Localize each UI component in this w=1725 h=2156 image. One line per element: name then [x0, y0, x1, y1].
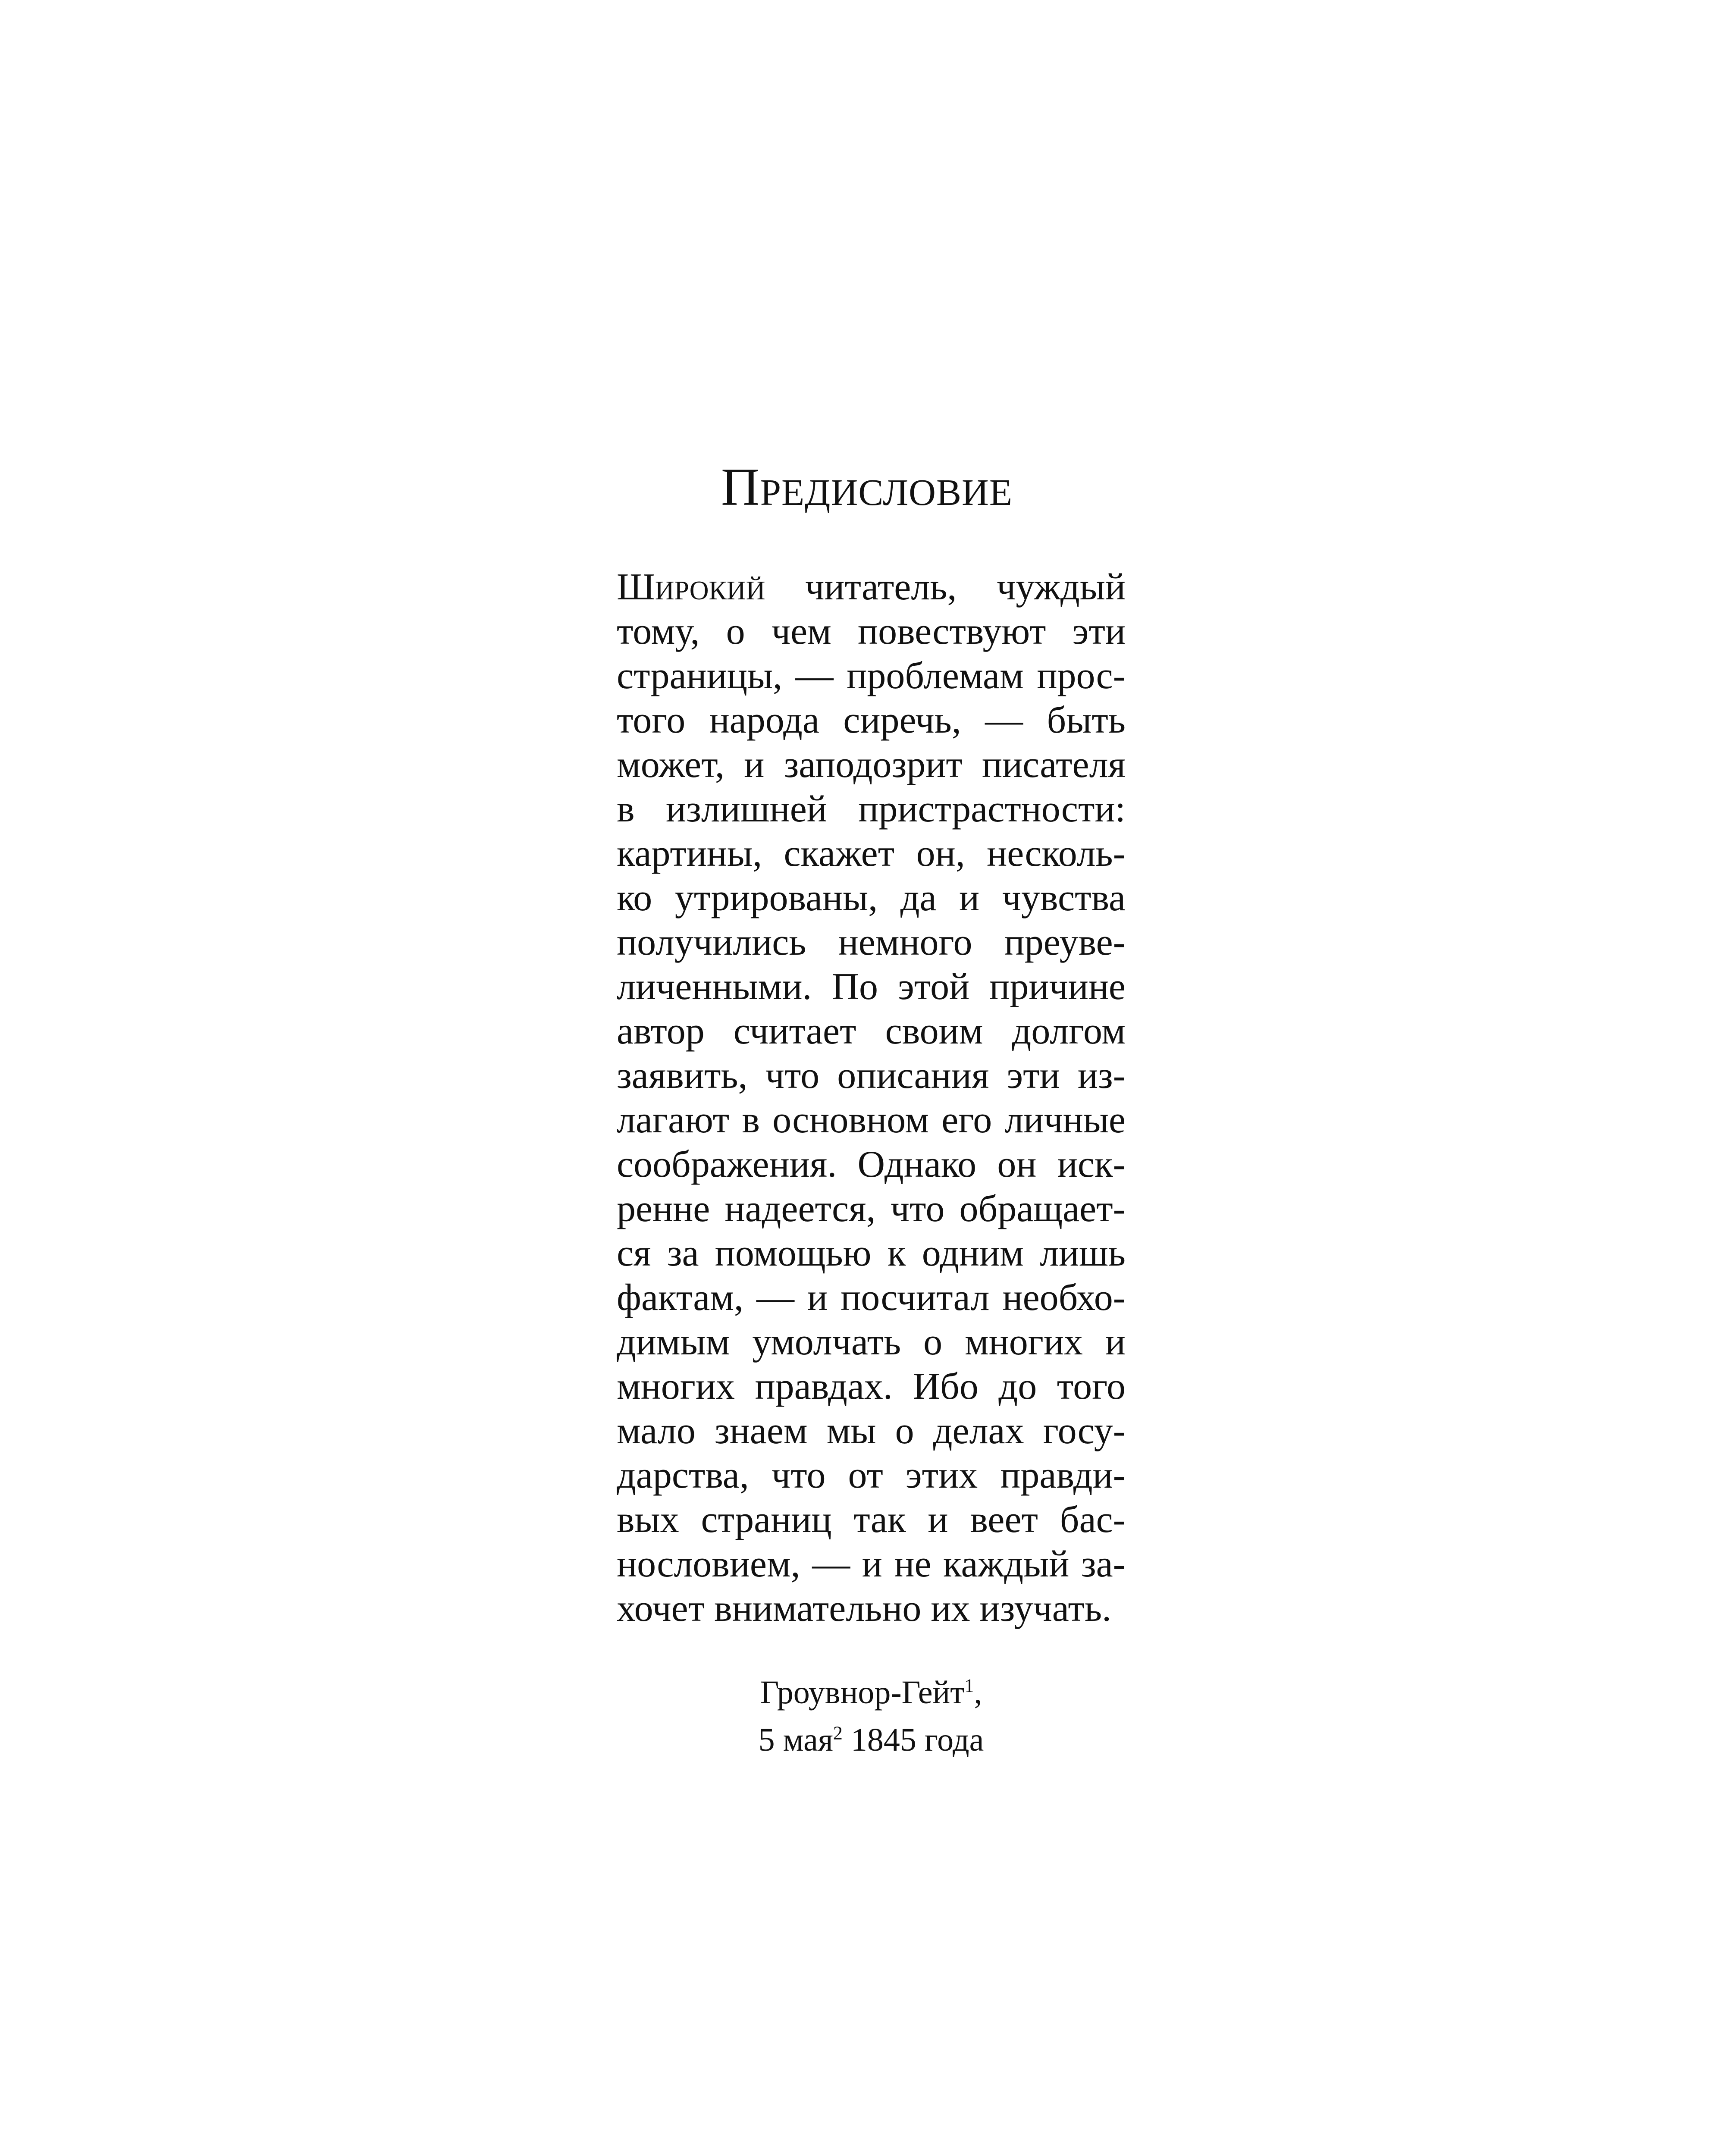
text-line: ко утрированы, да и чувства [617, 877, 1126, 919]
text-line: личенными. По этой причине [617, 966, 1126, 1008]
text-line: хочет внимательно их изучать. [617, 1588, 1112, 1630]
text-line: димым умолчать о многих и [617, 1321, 1126, 1363]
text-line: многих правдах. Ибо до того [617, 1366, 1126, 1407]
first-word: Широкий [617, 566, 765, 608]
place-name: Гроувнор-Гейт [760, 1674, 965, 1711]
text-line: автор считает своим долгом [617, 1010, 1126, 1052]
date-year: 1845 года [842, 1722, 984, 1758]
text-line: в излишней пристрастности: [617, 788, 1126, 830]
footnote-marker: 1 [964, 1675, 974, 1696]
preface-paragraph [617, 565, 1126, 1631]
date-day: 5 мая [758, 1722, 833, 1758]
text-line: тому, о чем повествуют эти [617, 611, 1126, 652]
text-line: заявить, что описания эти из- [617, 1055, 1126, 1097]
text-line: соображения. Однако он иск- [617, 1144, 1126, 1185]
text-line: картины, скажет он, несколь- [617, 833, 1126, 874]
text-line: фактам, — и посчитал необхо- [617, 1277, 1126, 1319]
footnote-marker: 2 [833, 1722, 843, 1744]
signature-place: Гроувнор-Гейт$^1$, [760, 1674, 982, 1711]
text-line: того народа сиречь, — быть [617, 699, 1126, 741]
text-line: ренне надеется, что обращает- [617, 1188, 1126, 1230]
text-line: нословием, — и не каждый за- [617, 1543, 1126, 1585]
text-line: дарства, что от этих правди- [617, 1454, 1126, 1496]
text-line: ся за помощью к одним лишь [617, 1232, 1126, 1274]
text-line: может, и заподозрит писателя [617, 744, 1126, 786]
text-line: лагают в основном его личные [617, 1099, 1126, 1141]
line-rest: читатель, чуждый [765, 566, 1126, 608]
signature-block [617, 1669, 1126, 1764]
text-line: страницы, — проблемам прос- [617, 655, 1126, 697]
signature-date [617, 1716, 1126, 1764]
chapter-heading: Предисловие [721, 458, 1013, 517]
text-line: получились немного преуве- [617, 921, 1126, 963]
text-line [617, 565, 1126, 609]
text-line: вых страниц так и веет бас- [617, 1499, 1126, 1541]
text-line: мало знаем мы о делах госу- [617, 1410, 1126, 1452]
